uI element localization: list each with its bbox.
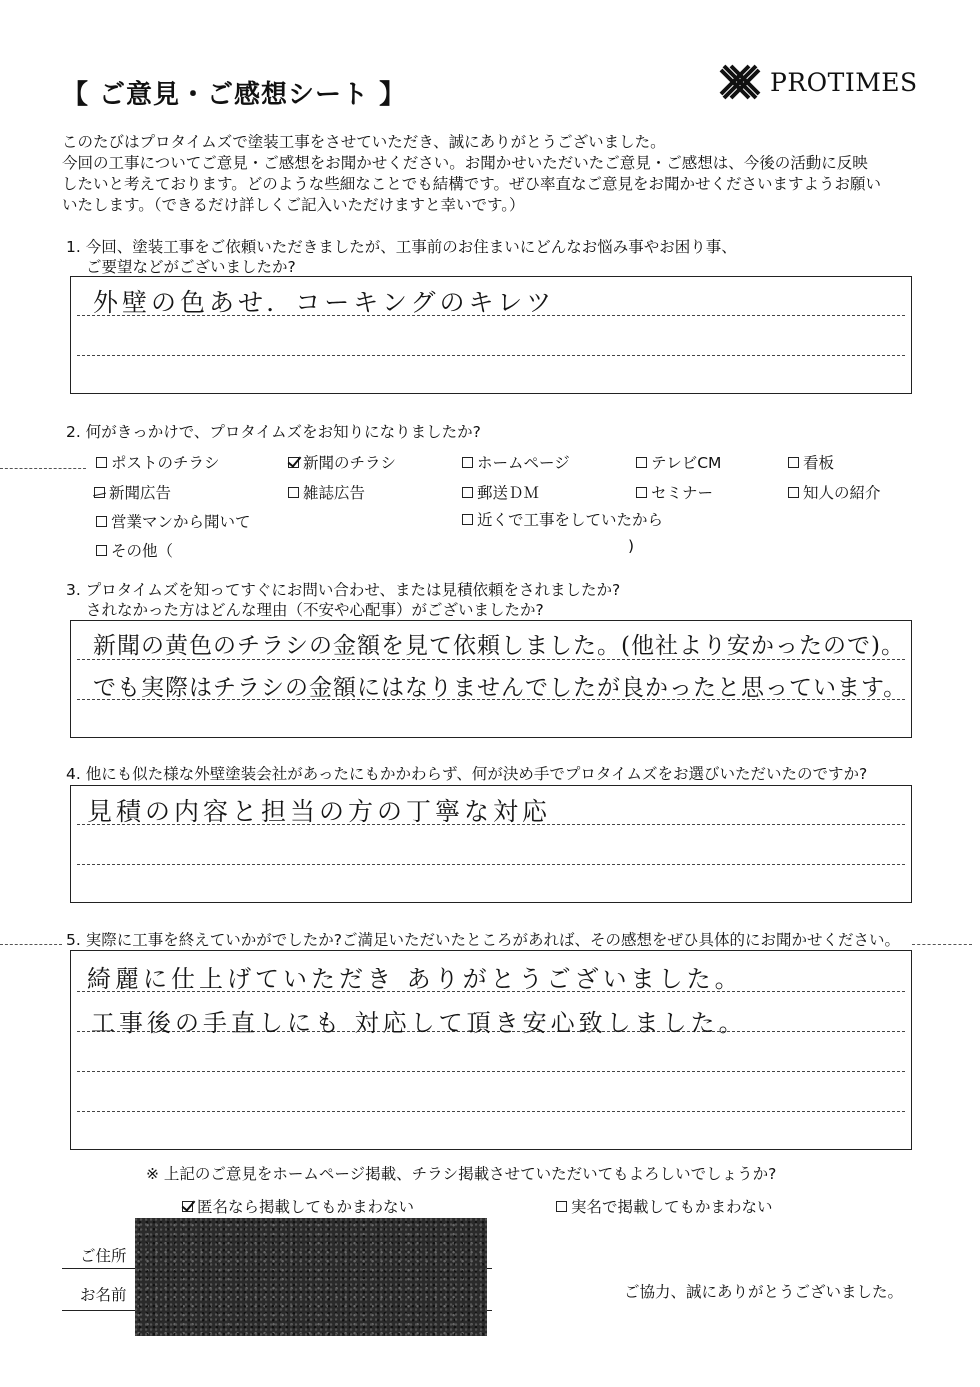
question-3: 3. プロタイムズを知ってすぐにお問い合わせ、または見積依頼をされましたか?: [66, 581, 621, 599]
checkbox[interactable]: [462, 514, 473, 525]
question-3-line2: されなかった方はどんな理由（不安や心配事）がございましたか?: [86, 601, 544, 619]
option-homepage[interactable]: ホームページ: [462, 451, 570, 473]
answer-1-box[interactable]: [70, 276, 912, 394]
checkbox[interactable]: [462, 487, 473, 498]
checkbox[interactable]: [96, 516, 107, 527]
intro-text: [62, 132, 942, 216]
option-sales-rep[interactable]: 営業マンから聞いて: [96, 510, 251, 532]
checkbox[interactable]: [788, 487, 799, 498]
name-label: お名前: [80, 1286, 127, 1304]
answer-5-line2: 工事後の手直しにも 対応して頂き安心致しました。: [91, 1009, 747, 1037]
checkbox[interactable]: [96, 457, 107, 468]
checkbox-checked[interactable]: [182, 1201, 193, 1212]
option-post-flyer[interactable]: ポストのチラシ: [96, 451, 220, 473]
checkbox[interactable]: [462, 457, 473, 468]
option-newspaper-flyer[interactable]: 新聞のチラシ: [288, 451, 396, 473]
intro-line: 今回の工事についてご意見・ご感想をお聞かせください。お聞かせいただいたご意見・ご感想は、今後の活動に反映: [62, 154, 868, 172]
redacted-area: [135, 1218, 487, 1336]
option-realname[interactable]: 実名で掲載してもかまわない: [556, 1195, 773, 1217]
option-tv-cm[interactable]: テレビCM: [636, 451, 721, 473]
checkbox[interactable]: [636, 487, 647, 498]
checkbox[interactable]: [288, 487, 299, 498]
answer-5-line1: 綺麗に仕上げていただき ありがとうございました。: [87, 965, 743, 993]
answer-1-text: 外壁の色あせ．コーキングのキレツ: [93, 288, 556, 317]
page-title: 【 ご意見・ご感想シート 】: [62, 80, 407, 110]
answer-3-box[interactable]: [70, 620, 912, 738]
question-1: 1. 今回、塗装工事をご依頼いただきましたが、工事前のお住まいにどんなお悩み事やお困り事、: [66, 238, 737, 256]
question-2: 2. 何がきっかけで、プロタイムズをお知りになりましたか?: [66, 423, 481, 441]
question-4: 4. 他にも似た様な外壁塗装会社があったにもかかわらず、何が決め手でプロタイムズをお選びいただいたのですか?: [66, 765, 868, 783]
thanks-text: ご協力、誠にありがとうございました。: [624, 1283, 904, 1301]
publish-note: ※ 上記のご意見をホームページ掲載、チラシ掲載させていただいてもよろしいでしょうか?: [146, 1165, 777, 1183]
option-signboard[interactable]: 看板: [788, 451, 834, 473]
option-seminar[interactable]: セミナー: [636, 481, 713, 503]
option-magazine-ad[interactable]: 雑誌広告: [288, 481, 365, 503]
intro-line: このたびはプロタイムズで塗装工事をさせていただき、誠にありがとうございました。: [62, 133, 666, 151]
answer-3-line2: でも実際はチラシの金額にはなりませんでしたが良かったと思っています。: [93, 675, 908, 701]
checkbox-checked[interactable]: [288, 457, 299, 468]
option-mail-dm[interactable]: 郵送ＤＭ: [462, 481, 539, 503]
intro-line: したいと考えております。どのような些細なことでも結構です。ぜひ率直なご意見をお聞かせくださいますようお願い: [62, 175, 882, 193]
address-label: ご住所: [80, 1247, 127, 1265]
answer-4-text: 見積の内容と担当の方の丁寧な対応: [87, 797, 552, 826]
intro-line: いたします。（できるだけ詳しくご記入いただけますと幸いです。）: [62, 196, 525, 214]
answer-4-box[interactable]: [70, 785, 912, 903]
checkbox[interactable]: [556, 1201, 567, 1212]
question-5: 5. 実際に工事を終えていかがでしたか?ご満足いただいたところがあれば、その感想をぜひ具体的にお聞かせください。: [66, 931, 900, 949]
checkbox[interactable]: [788, 457, 799, 468]
answer-5-box[interactable]: [70, 950, 912, 1150]
checkbox-struck[interactable]: [94, 487, 105, 498]
option-newspaper-ad[interactable]: 新聞広告: [94, 481, 171, 503]
option-anonymous[interactable]: 匿名なら掲載してもかまわない: [182, 1195, 414, 1217]
question-1-line2: ご要望などがございましたか?: [86, 258, 296, 276]
protimes-logo-icon: [718, 62, 762, 102]
option-nearby-work[interactable]: 近くで工事をしていたから: [462, 508, 663, 530]
option-other[interactable]: その他（: [96, 539, 173, 561]
option-referral[interactable]: 知人の紹介: [788, 481, 881, 503]
checkbox[interactable]: [96, 545, 107, 556]
answer-3-line1: 新聞の黄色のチラシの金額を見て依頼しました。(他社より安かったので)。: [93, 633, 905, 659]
logo-text: PROTIMES: [770, 67, 918, 97]
protimes-logo: [718, 62, 918, 102]
option-other-close: ): [628, 537, 635, 555]
checkbox[interactable]: [636, 457, 647, 468]
